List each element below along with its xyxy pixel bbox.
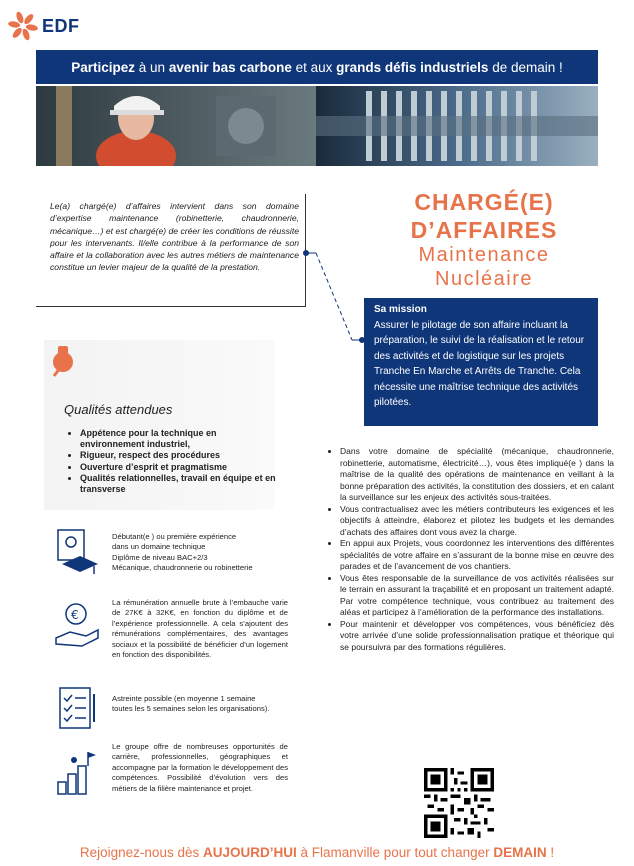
career-text: Le groupe offre de nombreuses opportunités de carrière, professionnelles, géographiques et accompagne par la formation le développement des compétences. Possibilité d’évolution vers des métiers de la filière maintenance et projet.	[112, 742, 288, 793]
euro-hand-icon	[52, 600, 102, 650]
intro-text: Le(a) chargé(e) d’affaires intervient dans son domaine d’expertise maintenance (robinetterie, chaudronnerie, mécanique…) et est chargé(e) de créer les conditions de réussite pour les intervenants. Il/elle contribue à la performance de son affaire et la collaboration avec les autres métiers de maintenance constitue un levier majeur de la qualité de la prestation.	[36, 194, 306, 307]
list-item: • Ouverture d’esprit et pragmatisme	[80, 462, 280, 473]
banner-text-6: de demain !	[488, 59, 563, 75]
footer-text-5: !	[546, 845, 555, 860]
banner-text-3: avenir bas carbone	[168, 59, 292, 75]
career-stairs-icon	[52, 748, 102, 798]
logo-text: EDF	[42, 15, 80, 36]
banner-text-1: Participez	[71, 59, 136, 75]
job-title-line-2: D’AFFAIRES	[410, 217, 558, 243]
mission-box	[364, 298, 598, 426]
banner-text-5: grands défis industriels	[336, 59, 489, 75]
mission-body: Assurer le pilotage de son affaire incluant la préparation, le suivi de la réalisation et le retour des activités et de logistique sur les projets Tranche En Marche et Arrêts de Tranche. Cela nécessite une maîtrise technique des activités pilotées.	[374, 320, 585, 409]
graduation-icon	[52, 526, 102, 576]
edf-logo	[8, 8, 80, 44]
footer-cta	[0, 845, 634, 860]
checklist-icon	[52, 684, 102, 734]
education-line: Mécanique, chaudronnerie ou robinetterie	[112, 563, 253, 573]
oncall-text	[112, 694, 312, 715]
list-item: • En appui aux Projets, vous coordonnez les interventions des différentes spécialités de votre affaire en s’assurant de la bonne mise en œuvre des parades et de l’avancement de vos chantiers.	[340, 538, 614, 573]
footer-text-4: DEMAIN	[493, 845, 547, 860]
hero-photo	[36, 86, 598, 166]
pushpin-icon	[48, 340, 78, 380]
duties-list	[324, 446, 614, 653]
footer-text-3: à Flamanville pour tout changer	[296, 845, 494, 860]
mission-title: Sa mission	[374, 304, 427, 315]
job-subtitle-line-2: Nucléaire	[435, 268, 533, 290]
list-item: • Appétence pour la technique en environnement industriel,	[80, 428, 280, 449]
svg-text:€: €	[71, 608, 79, 622]
job-title	[384, 188, 584, 244]
banner-text-4: et aux	[291, 59, 337, 75]
list-item: • Pour maintenir et développer vos compétences, vous bénéficiez dès votre arrivée d’une solide professionnalisation pratique et théorique qui se poursuivra par des formations régulières.	[340, 619, 614, 654]
footer-text-2: AUJOURD’HUI	[202, 845, 297, 860]
list-item: • Rigueur, respect des procédures	[80, 450, 280, 461]
education-line: Diplôme de niveau BAC+2/3	[112, 552, 208, 562]
edf-sun-icon	[8, 11, 38, 41]
list-item: • Vous êtes responsable de la surveillance de vos activités réalisées sur le terrain en assurant la traçabilité et en proposant un traitement adapté. Par votre compétence technique, vous contribuez au traitement des aléas et participez à l’amélioration de la performance des installations.	[340, 573, 614, 619]
education-line: dans un domaine technique	[112, 542, 206, 552]
job-subtitle-line-1: Maintenance	[418, 244, 550, 266]
header-banner	[36, 50, 598, 84]
banner-text-2: à un	[135, 59, 169, 75]
oncall-line: toutes les 5 semaines selon les organisations).	[112, 704, 270, 714]
qr-code[interactable]	[424, 768, 494, 838]
list-item: • Dans votre domaine de spécialité (mécanique, chaudronnerie, robinetterie, automatisme, électricité…), vous êtes impliqué(e ) dans la maîtrise de la qualité des opérations de maintenance en veillant à la bonne préparation des activités, la constitution des dossiers, et en calant la surveillance sur les enjeux des activités sous-traitées.	[340, 446, 614, 504]
oncall-line: Astreinte possible (en moyenne 1 semaine	[112, 694, 256, 703]
job-subtitle	[384, 243, 584, 291]
footer-text-1: Rejoignez-nous dès	[79, 845, 203, 860]
connector-line	[300, 240, 370, 350]
education-line: Débutant(e ) ou première expérience	[112, 532, 237, 541]
list-item: • Vous contractualisez avec les métiers contributeurs les exigences et les objectifs à atteindre, élaborez et pilotez les budgets et les demandes d’achats des affaires dont vous avez la charge.	[340, 504, 614, 539]
job-title-line-1: CHARGÉ(E)	[414, 189, 554, 215]
salary-text: La rémunération annuelle brute à l’embauche varie de 27K€ à 32K€, en fonction du diplôme et de l’expérience professionnelle. A cela s’ajoutent des rémunérations complémentaires, des avantages sociaux et la possibilité de bénéficier d’un logement en fonction des disponibilités.	[112, 598, 288, 660]
list-item: • Qualités relationnelles, travail en équipe et en transverse	[80, 473, 280, 494]
qualities-list	[62, 428, 280, 495]
education-text	[112, 532, 312, 574]
qualities-title: Qualités attendues	[64, 402, 173, 417]
